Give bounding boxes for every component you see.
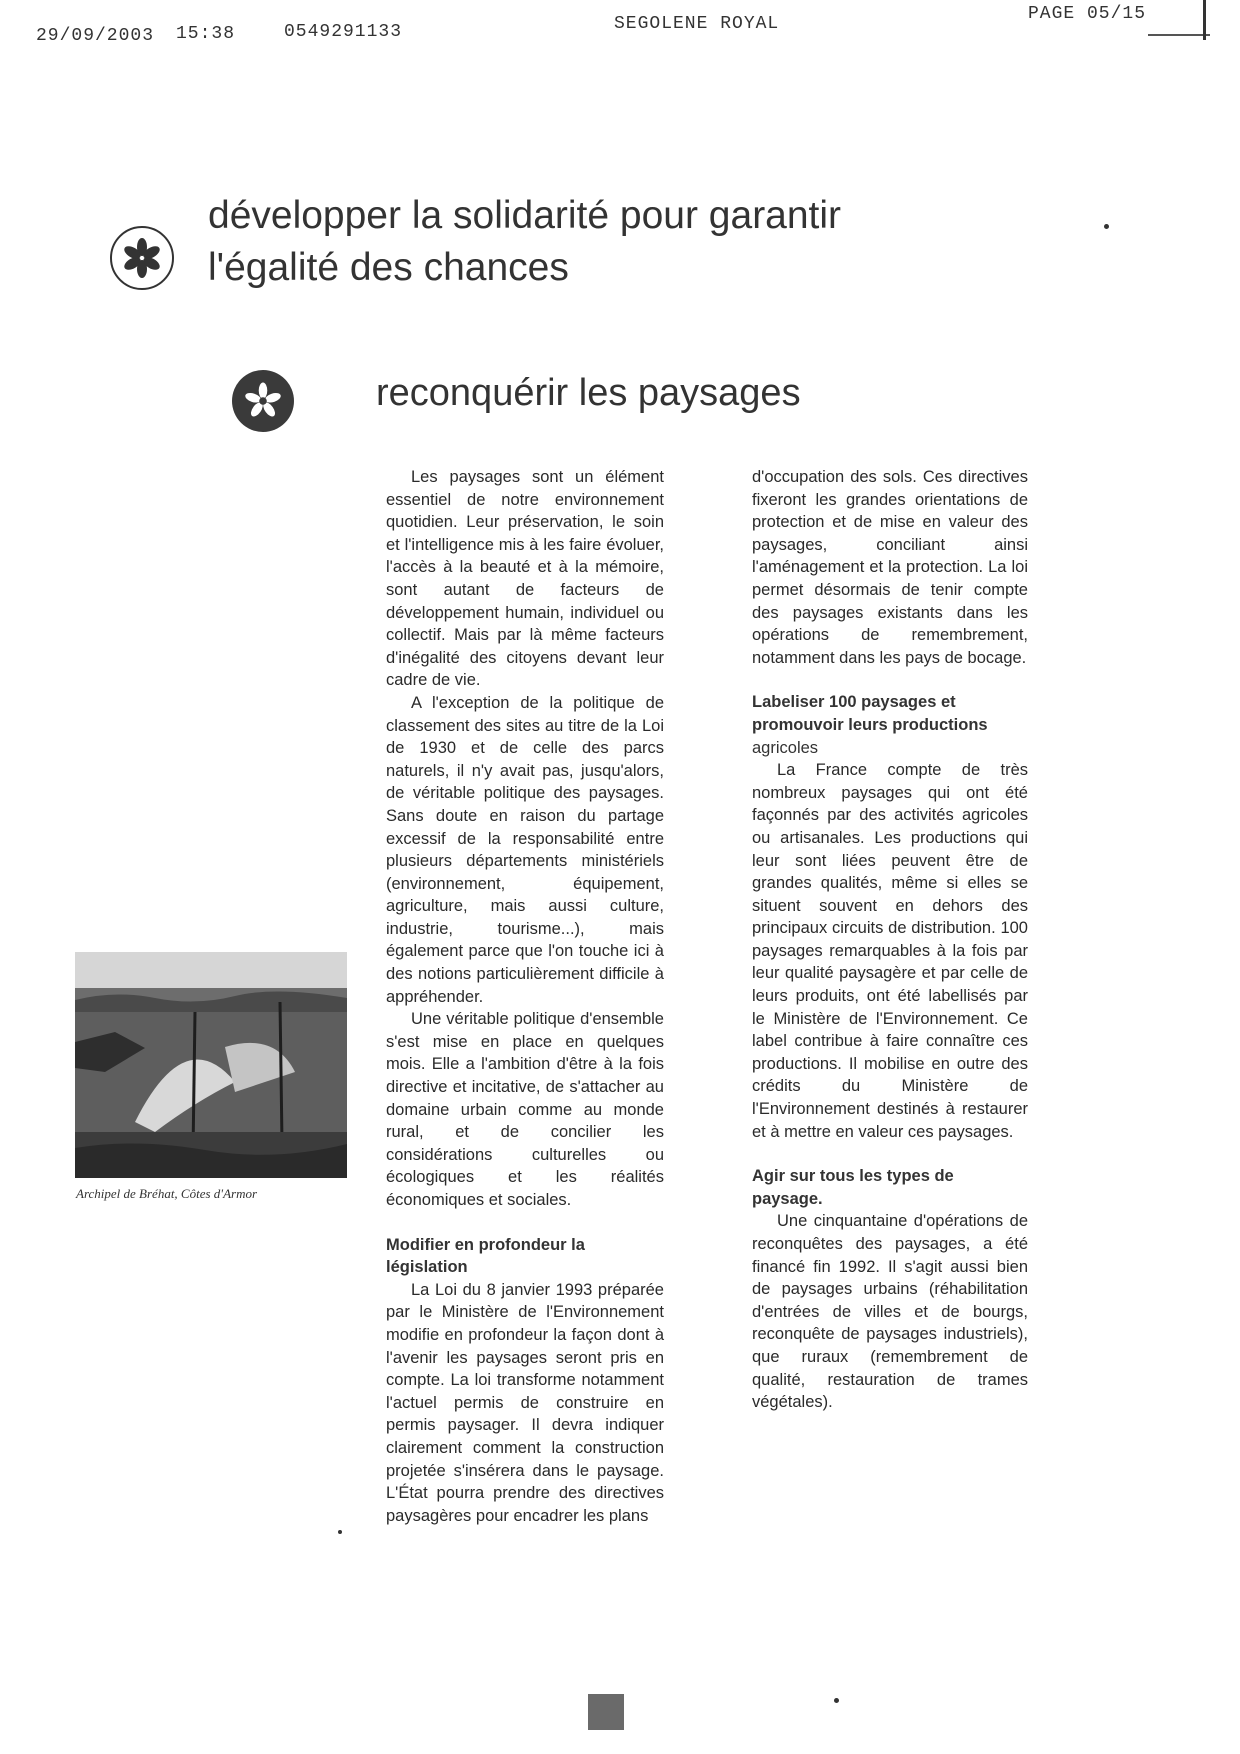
subheading-legislation: Modifier en profondeur la législation <box>386 1235 585 1277</box>
intro-paragraph-1: Les paysages sont un élément essentiel de notre environnement quotidien. Leur préservation, le soin et l'intelligence mis à les faire évoluer, l'accès à la beauté et à la mémoire, sont autant de facteurs de développement humain, individuel ou collectif. Mais par là même facteurs d'inégalité des citoyens devant leur cadre de vie. <box>386 468 664 690</box>
legislation-paragraph: La Loi du 8 janvier 1993 préparée par le Ministère de l'Environnement modifie en profondeur la façon dont à l'avenir les paysages seront pris en compte. La loi transforme notamment l'actuel permis de construire en permis paysager. Il devra indiquer clairement comment la construction projetée s'insérera dans le paysage. L'État pourra prendre des directives paysagères pour encadrer les plans <box>386 1280 664 1525</box>
fax-number: 0549291133 <box>284 22 403 42</box>
fax-sender: SEGOLENE ROYAL <box>614 14 780 34</box>
subheading-labelling-tail: agricoles <box>752 738 819 757</box>
fax-time: 15:38 <box>176 24 236 44</box>
scan-speck <box>834 1698 839 1703</box>
landscape-types-paragraph: Une cinquantaine d'opérations de reconquêtes des paysages, a été financé fin 1992. Il s'agit aussi bien de paysages urbains (réhabilitation d'entrées de villes et de bourgs, reconquête de paysages industriels), que ruraux (remembrement de qualité, restauration de trames végétales). <box>752 1212 1028 1412</box>
scan-speck <box>338 1530 342 1534</box>
subheading-labelling-main: Labeliser 100 paysages et promouvoir leurs productions <box>752 693 988 734</box>
archipelago-photo <box>75 952 347 1178</box>
scan-edge-bar <box>1203 0 1206 40</box>
scan-speck <box>1104 224 1109 229</box>
section-title-line-1: développer la solidarité pour garantir <box>208 194 842 237</box>
photo-caption: Archipel de Bréhat, Côtes d'Armor <box>76 1186 258 1201</box>
section-title <box>208 190 968 294</box>
labelling-paragraph: La France compte de très nombreux paysages qui ont été façonnés par des activités agricoles ou artisanales. Les productions qui leur sont liées peuvent être de grandes qualités, même si elles se situent souvent en dehors des principaux circuits de distribution. 100 paysages remarquables à la fois par leur qualité paysagère et par celle de leurs produits, ont été labellisés par le Ministère de l'Environnement. Ce label contribue à faire connaître ces productions. Il mobilise en outre des crédits du Ministère de l'Environnement destinés à restaurer et à mettre en valeur ces paysages. <box>752 761 1028 1141</box>
subheading-labelling <box>752 691 1028 759</box>
page-marker <box>588 1694 624 1730</box>
asterisk-badge-icon <box>232 370 294 432</box>
intro-paragraph-2: A l'exception de la politique de classement des sites au titre de la Loi de 1930 et de celle des parcs naturels, il n'y avait pas, jusqu'alors, de véritable politique des paysages. Sans doute en raison du partage excessif de la responsabilité entre plusieurs départements ministériels (environnement, équipement, agriculture, mais aussi culture, industrie, tourisme...), mais également parce que l'on touche ici à des notions particulièrement difficile à appréhender. <box>386 693 664 1006</box>
continuation-paragraph: d'occupation des sols. Ces directives fixeront les grandes orientations de protection et de mise en valeur des paysages, conciliant ainsi l'aménagement et la protection. La loi permet désormais de tenir compte des paysages existants dans les opérations de remembrement, notamment dans les pays de bocage. <box>752 468 1028 667</box>
fax-date: 29/09/2003 <box>36 26 155 46</box>
article-right-column <box>752 466 1028 1414</box>
scan-edge-line <box>1148 34 1210 36</box>
intro-paragraph-3: Une véritable politique d'ensemble s'est mise en place en quelques mois. Elle a l'ambition d'être à la fois directive et incitative, de s'attacher au domaine urbain comme au monde rural, et de concilier les considérations culturelles ou écologiques et les réalités économiques et sociales. <box>386 1010 664 1209</box>
fax-page-count: PAGE 05/15 <box>1028 4 1147 24</box>
article-title: reconquérir les paysages <box>376 372 801 414</box>
asterisk-emblem-icon <box>110 226 174 290</box>
subheading-landscape-types: Agir sur tous les types de paysage. <box>752 1167 954 1208</box>
article-left-column <box>386 466 664 1527</box>
section-title-line-2: l'égalité des chances <box>208 246 569 289</box>
